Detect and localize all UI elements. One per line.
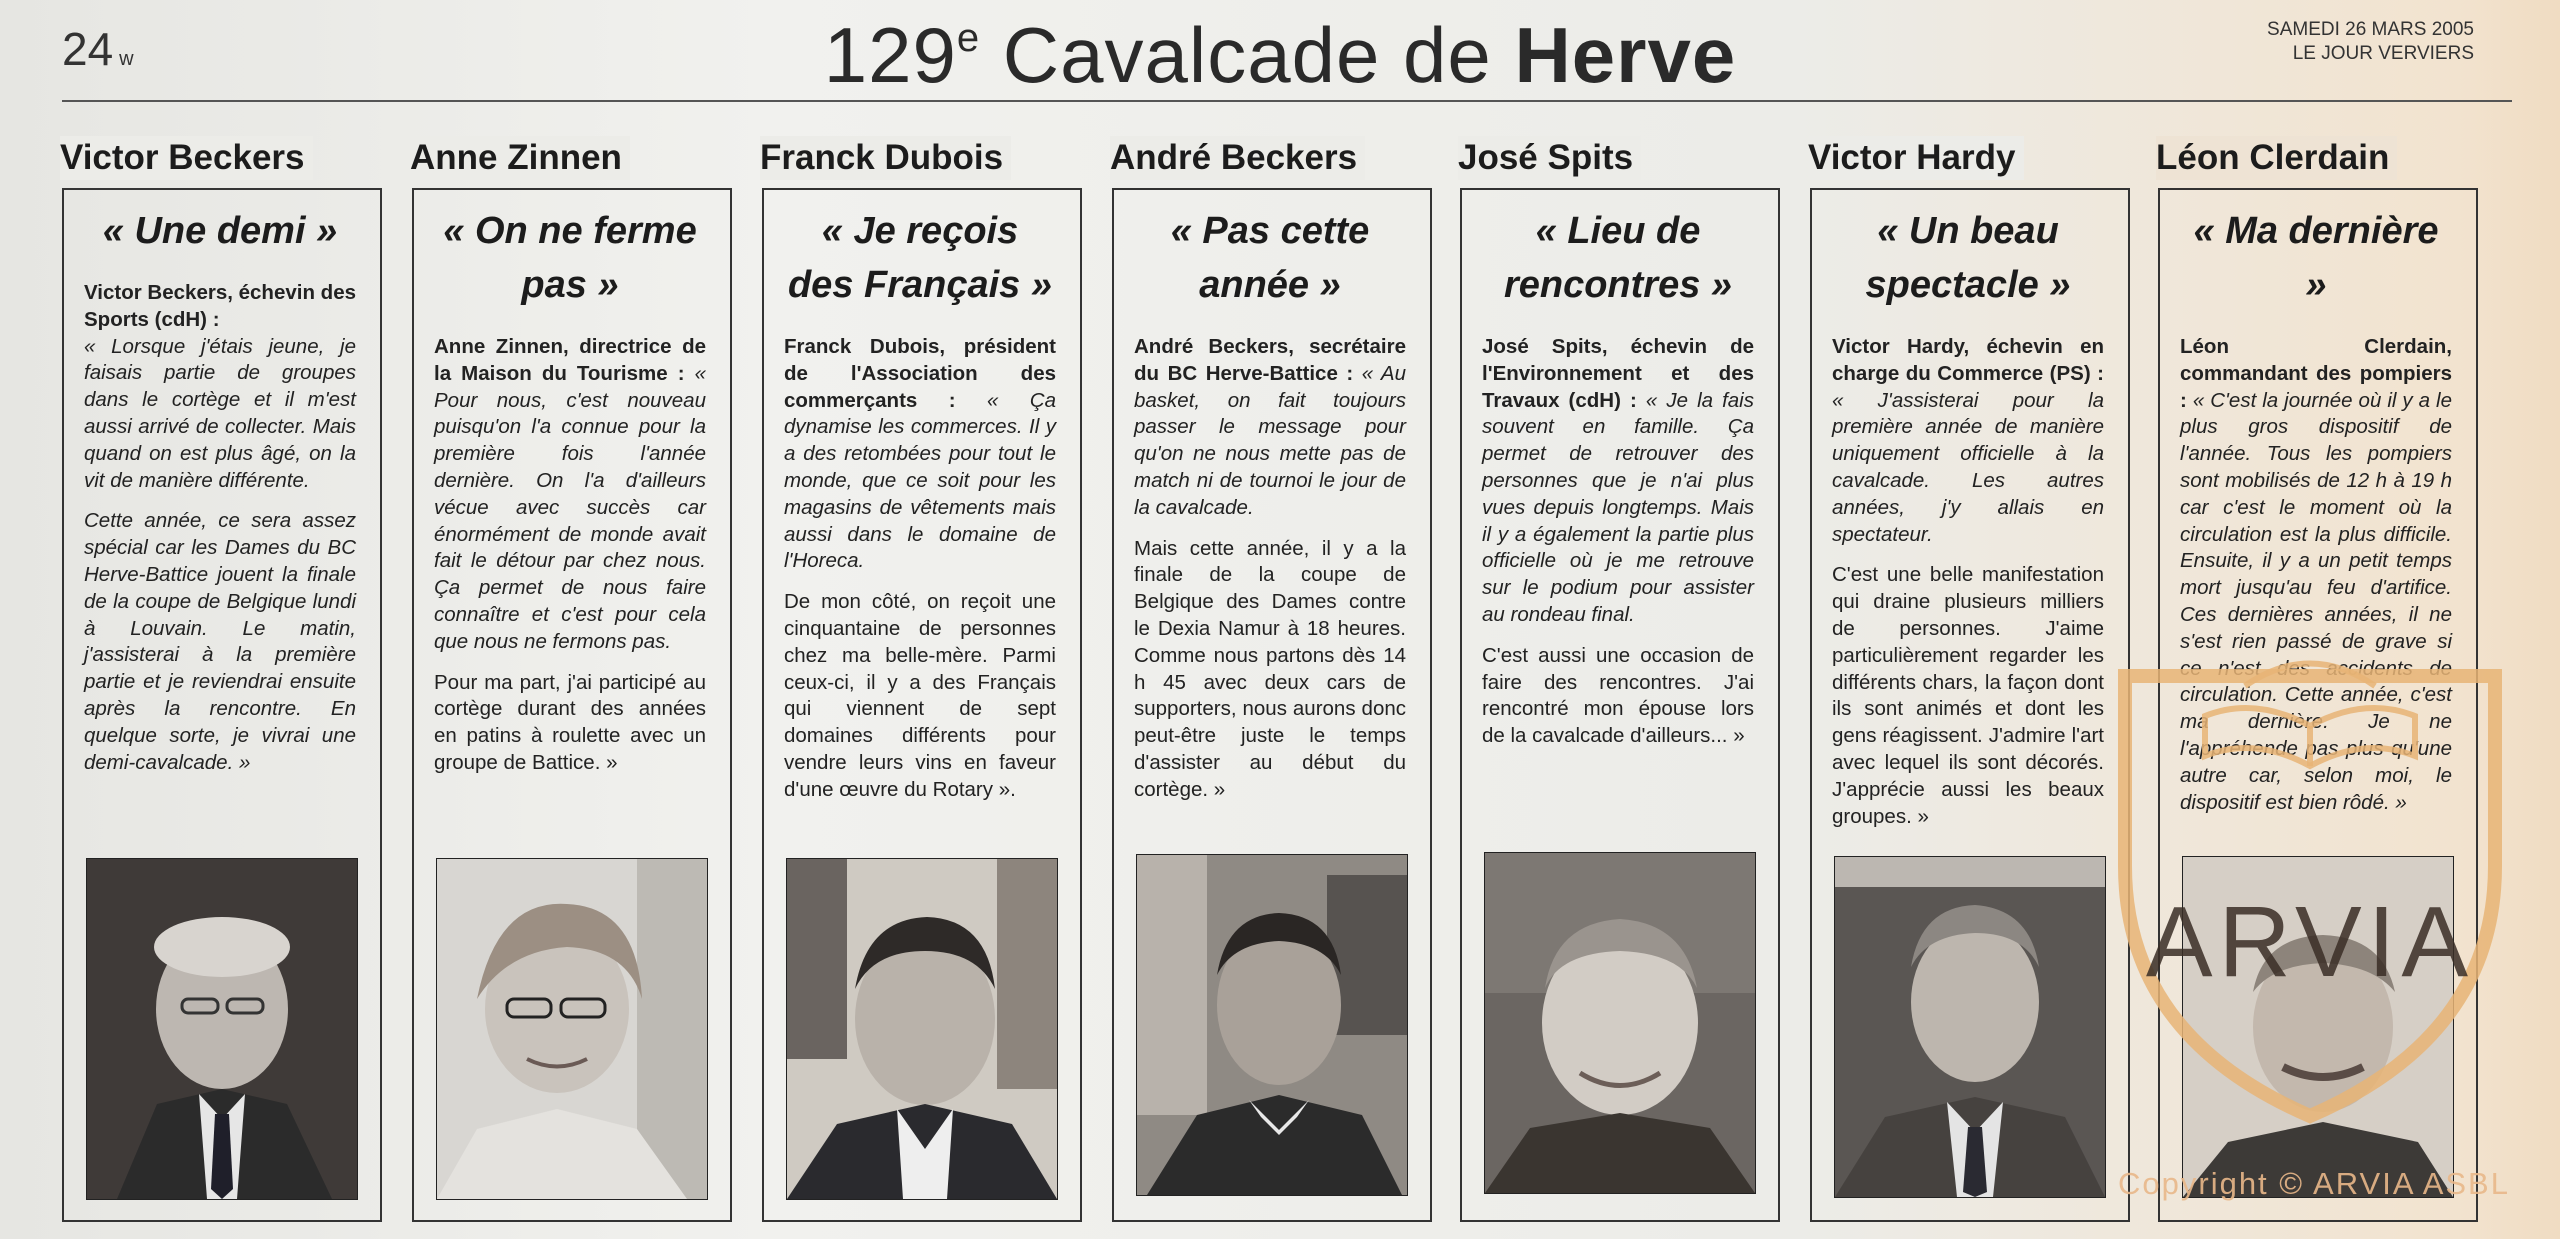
- quote-title: « Lieu de rencontres »: [1503, 210, 1733, 306]
- dateline: [2267, 18, 2474, 66]
- paragraph: « Lorsque j'étais jeune, je faisais partie de groupes dans le cortège et il m'est aussi arrivé de collecter. Mais quand on est plus âgé, on la vit de manière différente.: [84, 334, 356, 492]
- logo-text: ARVIA: [2145, 886, 2475, 998]
- article-text: [784, 334, 1056, 804]
- quote-title: « On ne ferme pas »: [443, 210, 697, 306]
- column-body: [434, 204, 706, 791]
- person-name: José Spits: [1458, 136, 1641, 180]
- paragraph: C'est une belle manifestation qui draine plusieurs milliers de personnes. J'aime particulièrement regarder les différents chars, la façon dont ils sont animés et dont les gens réagissent. J'admire l'art avec lequel ils sont décorés. J'apprécie aussi les beaux groupes. »: [1832, 563, 2104, 828]
- paragraph: C'est aussi une occasion de faire des rencontres. J'ai rencontré mon épouse lors de la cavalcade d'ailleurs... »: [1482, 643, 1754, 748]
- column-body: [1482, 204, 1754, 764]
- lead-text: José Spits, échevin de l'Environnement et des Travaux (cdH) :: [1482, 335, 1754, 412]
- lead-text: Victor Hardy, échevin en charge du Commerce (PS) :: [1832, 335, 2104, 385]
- headline-town: Herve: [1514, 11, 1737, 99]
- portrait-photo: [436, 858, 708, 1200]
- article-text: [84, 280, 356, 776]
- paragraph: « Au basket, on fait toujours passer le message pour qu'on ne nous mette pas de match ni de tournoi le jour de la cavalcade.: [1134, 361, 1406, 519]
- paragraph: « Pour nous, c'est nouveau puisqu'on l'a connue pour la première fois l'année dernière. On l'a d'ailleurs vécue avec succès car énormément de monde avait fait le détour par chez nous. Ça permet de nous faire connaître et c'est pour cela que nous ne fermons pas.: [434, 361, 706, 653]
- copyright-notice: Copyright © ARVIA ASBL: [2118, 1166, 2510, 1201]
- quote-title: « Une demi »: [102, 210, 338, 252]
- quote-title: « Je reçois des Français »: [787, 210, 1053, 306]
- person-name: Franck Dubois: [760, 136, 1011, 180]
- paragraph: « J'assisterai pour la première année de manière uniquement officielle à la cavalcade. Les autres années, j'y allais en spectateur.: [1832, 388, 2104, 546]
- arvia-shield-logo: [2105, 636, 2515, 1136]
- paragraph: Cette année, ce sera assez spécial car les Dames du BC Herve-Battice jouent la finale de la coupe de Belgique lundi à Louvain. Le matin, j'assisterai à la première partie et je reviendrai ensuite après la rencontre. En quelque sorte, je vivrai une demi-cavalcade. »: [84, 509, 356, 774]
- headline-number: 129: [823, 11, 957, 99]
- person-name: Victor Beckers: [60, 136, 313, 180]
- paragraph: De mon côté, on reçoit une cinquantaine de personnes chez ma belle-mère. Parmi ceux-ci, il y a des Français qui viennent de sept domaines différents pour vendre leurs vins en faveur d'une œuvre du Rotary ».: [784, 590, 1056, 801]
- column-body: [1134, 204, 1406, 818]
- portrait-photo: [1834, 856, 2106, 1198]
- headline-ordinal: e: [956, 16, 981, 60]
- page-number: 24 w: [62, 23, 134, 75]
- portrait-photo: [1484, 852, 1756, 1194]
- lead-text: Anne Zinnen, directrice de la Maison du Tourisme :: [434, 335, 706, 385]
- person-name: Anne Zinnen: [410, 136, 630, 180]
- column-body: [84, 204, 356, 790]
- quote-title: « Pas cette année »: [1170, 210, 1370, 306]
- quote-title: « Un beau spectacle »: [1865, 210, 2071, 306]
- paragraph: « C'est la journée où il y a le plus gros dispositif de l'année. Tous les pompiers sont mobilisés de 12 h à 19 h car c'est le moment où la circulation est la plus difficile. Ensuite, il y a un petit temps mort jusqu'au feu d'artifice. Ces dernières années, il ne s'est rien passé de grave si ce n'est des accidents de circulation. Cette année, c'est ma dernière. Je ne l'appréhende pas plus qu'une autre car, selon moi, le dispositif est bien rôdé. »: [2180, 388, 2452, 814]
- portrait-photo: [86, 858, 358, 1200]
- quote-title: « Ma dernière »: [2193, 210, 2439, 306]
- person-name: André Beckers: [1110, 136, 1365, 180]
- person-name: Victor Hardy: [1808, 136, 2024, 180]
- article-text: [1134, 334, 1406, 804]
- lead-text: André Beckers, secrétaire du BC Herve-Battice :: [1134, 335, 1406, 385]
- paragraph: Pour ma part, j'ai participé au cortège durant des années en patins à roulette avec un groupe de Battice. »: [434, 670, 706, 774]
- portrait-photo: [1136, 854, 1408, 1196]
- lead-text: Franck Dubois, président de l'Association des commerçants :: [784, 335, 1056, 412]
- article-text: [434, 334, 706, 777]
- lead-text: Léon Clerdain, commandant des pompiers :: [2180, 335, 2452, 412]
- column-body: [1832, 204, 2104, 844]
- headline-middle: Cavalcade de: [980, 11, 1515, 99]
- newspaper-name: LE JOUR VERVIERS: [2292, 43, 2474, 64]
- paragraph: « Je la fais souvent en famille. Ça permet de retrouver des personnes que je n'ai plus vues depuis longtemps. Mais il y a également la partie plus officielle où je me retrouve sur le podium pour assister au rondeau final.: [1482, 388, 1754, 626]
- column-body: [784, 204, 1056, 818]
- page-headline: [0, 10, 2560, 101]
- paragraph: Mais cette année, il y a la finale de la coupe de Belgique des Dames contre le Dexia Namur à 18 heures. Comme nous partons dès 14 h 45 avec deux cars de supporters, nous aurons donc peut-être juste le temps d'assister au début du cortège. »: [1134, 536, 1406, 801]
- issue-date: SAMEDI 26 MARS 2005: [2267, 19, 2474, 40]
- paragraph: « Ça dynamise les commerces. Il y a des retombées pour tout le monde, que ce soit pour les magasins de vêtements mais aussi dans le domaine de l'Horeca.: [784, 388, 1056, 573]
- person-name: Léon Clerdain: [2156, 136, 2397, 180]
- page-suffix: w: [119, 48, 134, 70]
- article-text: [1482, 334, 1754, 750]
- article-text: [1832, 334, 2104, 830]
- portrait-photo: [786, 858, 1058, 1200]
- header-rule: [62, 100, 2512, 102]
- lead-text: Victor Beckers, échevin des Sports (cdH) :: [84, 281, 356, 331]
